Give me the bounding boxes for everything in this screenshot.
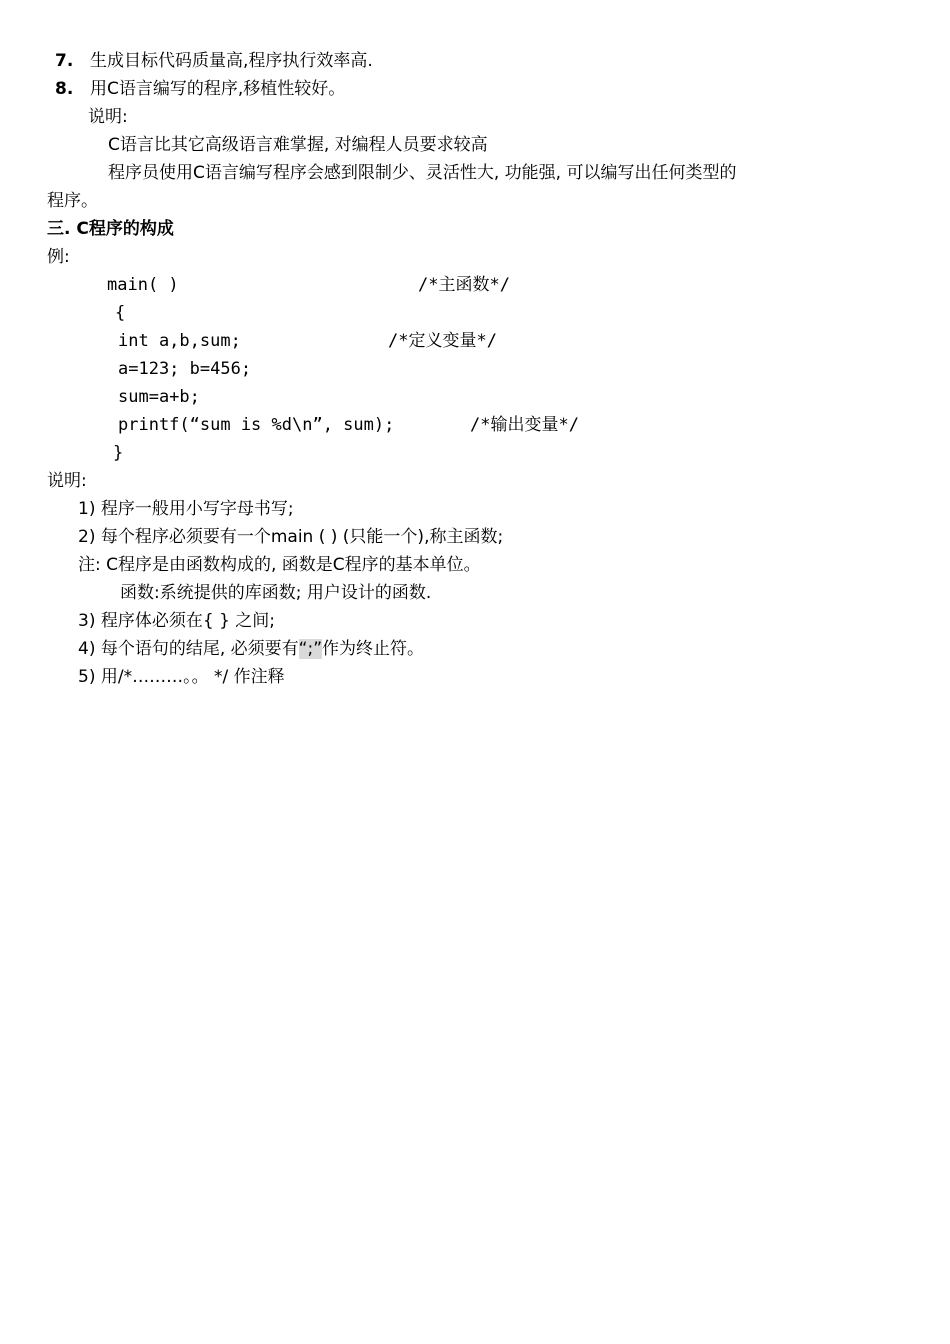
code-comment: /*定义变量*/ [388, 331, 497, 351]
note-line: C语言比其它高级语言难掌握, 对编程人员要求较高 [108, 135, 488, 155]
list-item: 5) 用/*………。。 */ 作注释 [78, 667, 285, 687]
list-item: 1) 程序一般用小写字母书写; [78, 499, 294, 519]
note-line: 注: C程序是由函数构成的, 函数是C程序的基本单位。 [78, 555, 481, 575]
item-7-number: 7. [55, 51, 74, 71]
code-line: } [113, 443, 124, 463]
list-item-text: 4) 每个语句的结尾, 必须要有 [78, 639, 299, 659]
highlighted-semicolon: “;” [298, 639, 323, 659]
note-line: 程序员使用C语言编写程序会感到限制少、灵活性大, 功能强, 可以编写出任何类型的 [108, 163, 737, 183]
list-item [78, 638, 424, 660]
section-heading: 三. C程序的构成 [47, 219, 174, 239]
item-7-text: 生成目标代码质量高,程序执行效率高. [90, 51, 373, 71]
code-line: int a,b,sum; [118, 331, 241, 351]
code-line: printf(“sum is %d\n”, sum); [118, 415, 395, 435]
note-line-continuation: 函数:系统提供的库函数; 用户设计的函数. [120, 583, 432, 603]
note-label: 说明: [88, 107, 128, 127]
note-label: 说明: [47, 471, 87, 491]
list-item-text: 作为终止符。 [322, 639, 425, 659]
item-8-number: 8. [55, 79, 74, 99]
code-line: main( ) [107, 275, 179, 295]
item-8-text: 用C语言编写的程序,移植性较好。 [90, 79, 346, 99]
code-comment: /*主函数*/ [418, 275, 510, 295]
code-comment: /*输出变量*/ [470, 415, 579, 435]
list-item: 2) 每个程序必须要有一个main ( ) (只能一个),称主函数; [78, 527, 504, 547]
list-item: 3) 程序体必须在{ } 之间; [78, 611, 276, 631]
code-line: sum=a+b; [118, 387, 200, 407]
code-line: a=123; b=456; [118, 359, 252, 379]
example-label: 例: [47, 247, 70, 267]
code-line: { [115, 303, 126, 323]
note-line-continuation: 程序。 [47, 191, 98, 211]
